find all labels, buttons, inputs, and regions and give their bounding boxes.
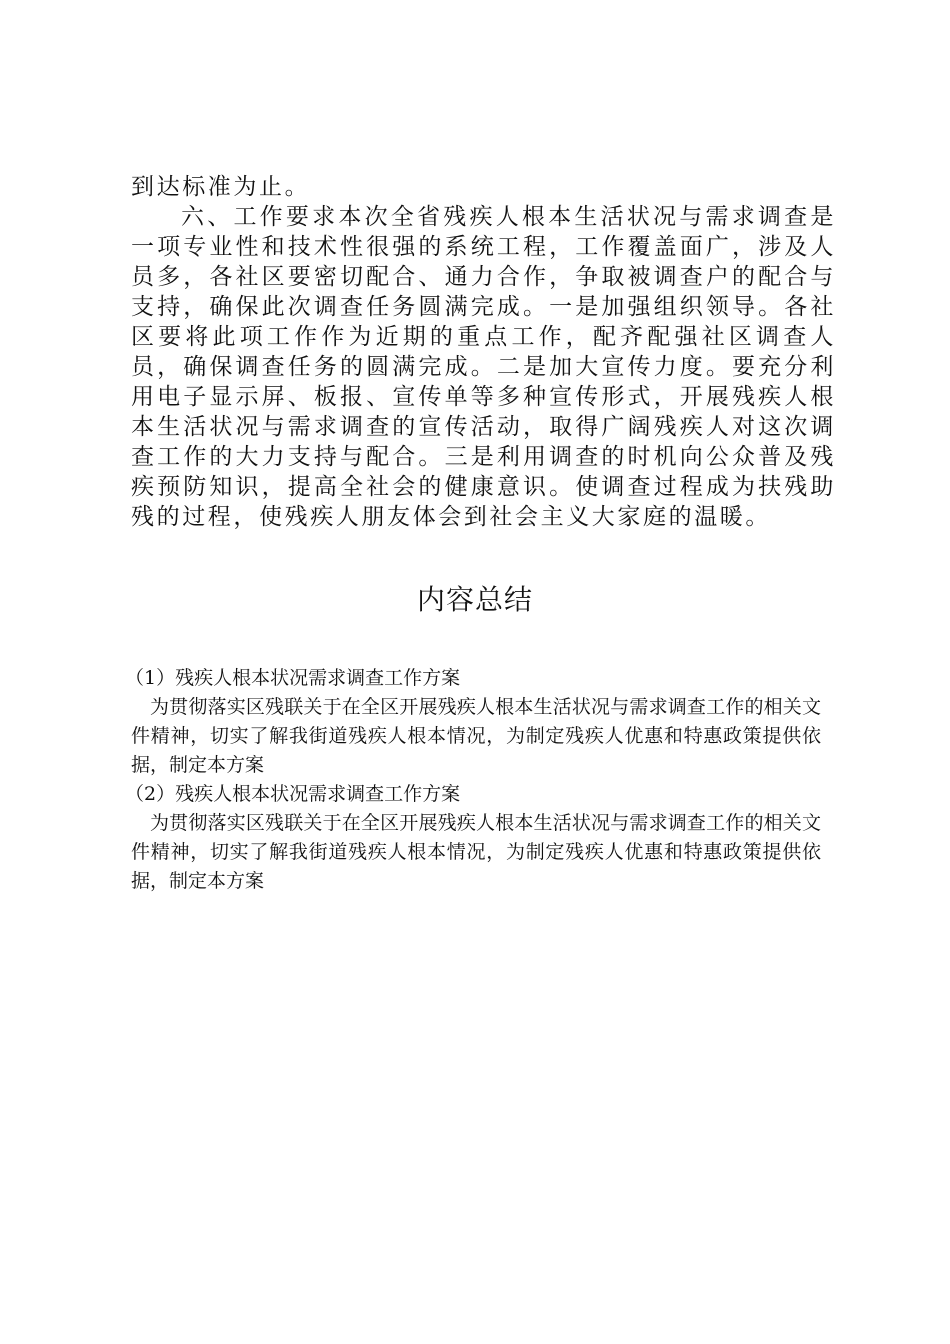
summary-item-text: 为贯彻落实区残联关于在全区开展残疾人根本生活状况与需求调查工作的相关文件精神，切实了解我街道残疾人根本情况，为制定残疾人优惠和特惠政策提供依据，制定本方案 [131,696,821,776]
summary-item-heading: （1）残疾人根本状况需求调查工作方案 [125,667,461,689]
summary-item-heading: （2）残疾人根本状况需求调查工作方案 [125,783,461,805]
document-body [131,172,836,532]
summary-item-text: 为贯彻落实区残联关于在全区开展残疾人根本生活状况与需求调查工作的相关文件精神，切实了解我街道残疾人根本情况，为制定残疾人优惠和特惠政策提供依据，制定本方案 [131,812,821,892]
continuation-line: 到达标准为止。 [131,174,311,200]
section-six-paragraph: 六、工作要求本次全省残疾人根本生活状况与需求调查是一项专业性和技术性很强的系统工程，工作覆盖面广，涉及人员多，各社区要密切配合、通力合作，争取被调查户的配合与支持，确保此次调查任务圆满完成。一是加强组织领导。各社区要将此项工作作为近期的重点工作，配齐配强社区调查人员，确保调查任务的圆满完成。二是加大宣传力度。要充分利用电子显示屏、板报、宣传单等多种宣传形式，开展残疾人根本生活状况与需求调查的宣传活动，取得广阔残疾人对这次调查工作的大力支持与配合。三是利用调查的时机向公众普及残疾预防知识，提高全社会的健康意识。使调查过程成为扶残助残的过程，使残疾人朋友体会到社会主义大家庭的温暖。 [131,204,836,530]
summary-title: 内容总结 [416,583,533,616]
summary-section [125,664,821,896]
